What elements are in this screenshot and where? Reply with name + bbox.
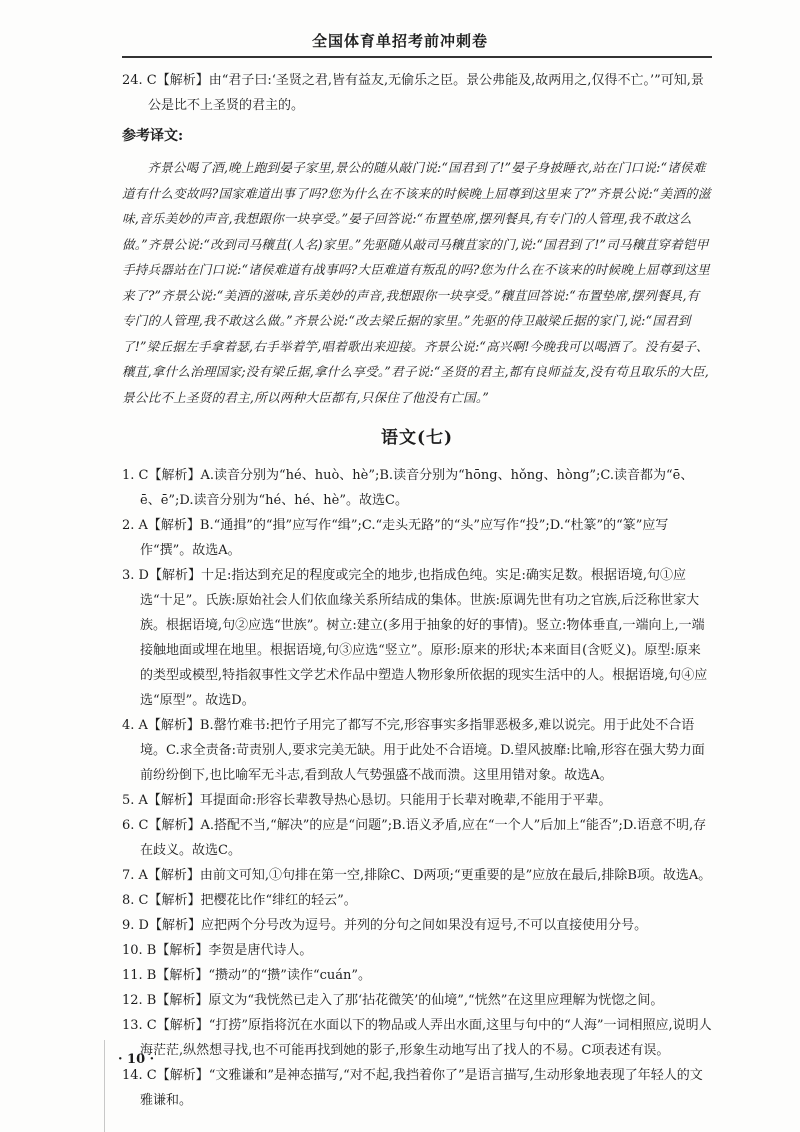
answer-item: 8. C【解析】把樱花比作“绯红的轻云”。: [122, 893, 357, 908]
answer-item: 10. B【解析】李贺是唐代诗人。: [122, 943, 313, 958]
answer-item: 11. B【解析】“攒动”的“攒”读作“cuán”。: [122, 968, 372, 983]
binding-line: [104, 1040, 105, 1132]
answer-item: 2. A【解析】B.“通揖”的“揖”应写作“缉”;C.“走头无路”的“头”应写作“投”;D.“杜篆”的“篆”应写作“撰”。故选A。: [122, 518, 669, 558]
page-header-title: 全国体育单招考前冲刺卷: [311, 32, 488, 50]
page-number: · 10 ·: [118, 1052, 155, 1067]
page-content: [122, 68, 712, 1113]
answer-list: [122, 463, 712, 1113]
answer-item: 1. C【解析】A.读音分别为“hé、huò、hè”;B.读音分别为“hōng、hǒng、hòng”;C.读音都为“ē、ē、ē”;D.读音分别为“hé、hé、hè”。故选C。: [122, 468, 694, 508]
answer-item: 4. A【解析】B.罄竹难书:把竹子用完了都写不完,形容事实多指罪恶极多,难以说完。用于此处不合语境。C.求全责备:苛责别人,要求完美无缺。用于此处不合语境。D.望风披靡:比喻,形容在强大势力面前纷纷倒下,也比喻军无斗志,看到敌人气势强盛不战而溃。这里用错对象。故选A。: [122, 718, 705, 783]
answer-item: 14. C【解析】“文雅谦和”是神态描写,“对不起,我挡着你了”是语言描写,生动形象地表现了年轻人的文雅谦和。: [122, 1068, 703, 1108]
answer-item: 9. D【解析】应把两个分号改为逗号。并列的分句之间如果没有逗号,不可以直接使用分号。: [122, 918, 648, 933]
answer-item: 3. D【解析】十足:指达到充足的程度或完全的地步,也指成色纯。实足:确实足数。根据语境,句①应选“十足”。氏族:原始社会人们依血缘关系所结成的集体。世族:原调先世有功之官族,后泛称世家大族。根据语境,句②应选“世族”。树立:建立(多用于抽象的好的事情)。竖立:物体垂直,一端向上,一端接触地面或埋在地里。根据语境,句③应选“竖立”。原形:原来的形状;本来面目(含贬义)。原型:原来的类型或模型,特指叙事性文学艺术作品中塑造人物形象所依据的现实生活中的人。根据语境,句④应选“原型”。故选D。: [122, 568, 708, 708]
translation-text: 齐景公喝了酒,晚上跑到晏子家里,景公的随从敲门说:“国君到了!”晏子身披睡衣,站在门口说:“诸侯难道有什么变故吗?国家难道出事了吗?您为什么在不该来的时候晚上屈尊到这里来了?”齐景公说:“美酒的滋味,音乐美妙的声音,我想跟你一块享受。”晏子回答说:“布置垫席,摆列餐具,有专门的人管理,我不敢这么做。”齐景公说:“改到司马穰苴(人名)家里。”先驱随从敲司马穰苴家的门,说:“国君到了!”司马穰苴穿着铠甲手持兵器站在门口说:“诸侯难道有战事吗?大臣难道有叛乱的吗?您为什么在不该来的时候晚上屈尊到这里来了?”齐景公说:“美酒的滋味,音乐美妙的声音,我想跟你一块享受。”穰苴回答说:“布置垫席,摆列餐具,有专门的人管理,我不敢这么做。”齐景公说:“改去梁丘据的家里。”先驱的侍卫敲梁丘据的家门,说:“国君到了!”梁丘据左手拿着瑟,右手举着竽,唱着歌出来迎接。齐景公说:“高兴啊!今晚我可以喝酒了。没有晏子、穰苴,拿什么治理国家;没有梁丘据,拿什么享受。”君子说:“圣贤的君主,都有良师益友,没有苟且取乐的大臣,景公比不上圣贤的君主,所以两种大臣都有,只保住了他没有亡国。”: [122, 160, 711, 405]
section-title: 语文(七): [380, 428, 454, 448]
answer-item-24: 24. C【解析】由“君子曰:‘圣贤之君,皆有益友,无偷乐之臣。景公弗能及,故两用之,仅得不亡。’”可知,景公是比不上圣贤的君主的。: [122, 73, 704, 113]
translation-heading: 参考译文:: [122, 128, 184, 144]
answer-item: 7. A【解析】由前文可知,①句排在第一空,排除C、D两项;“更重要的是”应放在最后,排除B项。故选A。: [122, 868, 712, 883]
answer-item: 13. C【解析】“打捞”原指将沉在水面以下的物品或人弄出水面,这里与句中的“人海”一词相照应,说明人海茫茫,纵然想寻找,也不可能再找到她的影子,形象生动地写出了找人的不易。C项表述有误。: [122, 1018, 712, 1058]
header-rule: [122, 56, 712, 58]
answer-item: 5. A【解析】耳提面命:形容长辈教导热心恳切。只能用于长辈对晚辈,不能用于平辈。: [122, 793, 612, 808]
answer-item: 12. B【解析】原文为“我恍然已走入了那‘拈花微笑’的仙境”,“恍然”在这里应理解为恍惚之间。: [122, 993, 664, 1008]
answer-item: 6. C【解析】A.搭配不当,“解决”的应是“问题”;B.语义矛盾,应在“一个人”后加上“能否”;D.语意不明,存在歧义。故选C。: [122, 818, 707, 858]
